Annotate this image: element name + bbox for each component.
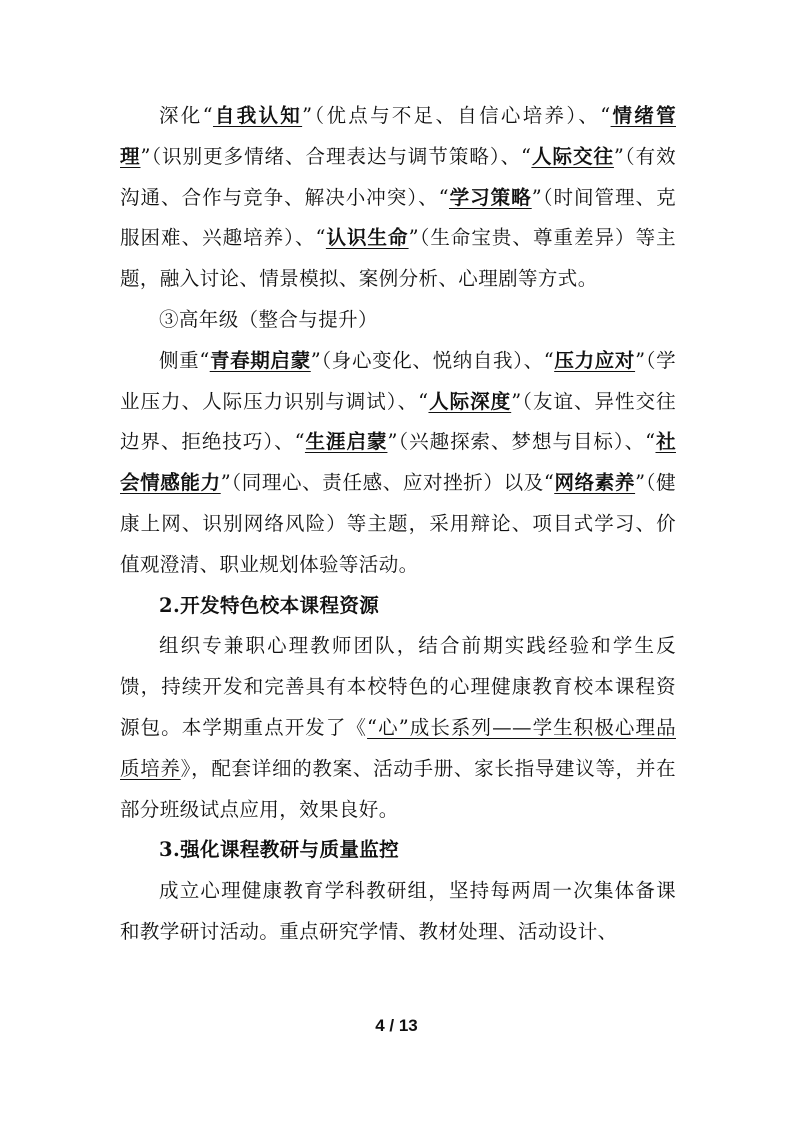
course-title: “心”成长系列——学生积极心理品质培养 bbox=[120, 715, 676, 780]
topic-keyword: 认识生命 bbox=[325, 226, 409, 250]
text-run: ”（时间管理、克服困难、兴趣培养）、“ bbox=[120, 185, 676, 250]
page-content bbox=[120, 96, 676, 953]
paragraph-middle-grade-topics bbox=[120, 96, 676, 300]
paragraph-senior-grade-topics bbox=[120, 341, 676, 586]
text-run: ”（同理心、责任感、应对挫折）以及“ bbox=[220, 471, 555, 495]
paragraph-school-curriculum bbox=[120, 626, 676, 830]
text-run: ”（有效沟通、合作与竞争、解决小冲突）、“ bbox=[120, 144, 676, 209]
page-number: 4 / 13 bbox=[375, 1016, 418, 1035]
topic-keyword: 人际深度 bbox=[428, 389, 512, 413]
topic-keyword: 人际交往 bbox=[531, 144, 614, 168]
heading-senior-grade: ③高年级（整合与提升） bbox=[159, 307, 378, 331]
text-run: 》，配套详细的教案、活动手册、家长指导建议等，并在部分班级试点应用，效果良好。 bbox=[120, 756, 676, 821]
topic-keyword: 社会情感能力 bbox=[120, 430, 676, 495]
text-run: ”（健康上网、识别网络风险）等主题，采用辩论、项目式学习、价值观澄清、职业规划体验等活动。 bbox=[120, 471, 676, 576]
text-run: ”（友谊、异性交往边界、拒绝技巧）、“ bbox=[120, 389, 676, 454]
topic-keyword: 自我认知 bbox=[212, 104, 303, 127]
text-run: ”（学业压力、人际压力识别与调试）、“ bbox=[120, 348, 676, 413]
text-run: ”（识别更多情绪、合理表达与调节策略）、“ bbox=[140, 144, 532, 168]
heading-teaching-research: 3.强化课程教研与质量监控 bbox=[159, 838, 400, 862]
text-run: ”（生命宝贵、尊重差异）等主题，融入讨论、情景模拟、案例分析、心理剧等方式。 bbox=[120, 226, 676, 291]
heading-school-curriculum: 2.开发特色校本课程资源 bbox=[159, 593, 380, 617]
text-run: 成立心理健康教育学科教研组，坚持每两周一次集体备课和教学研讨活动。重点研究学情、教材处理、活动设计、 bbox=[120, 879, 676, 943]
topic-keyword: 网络素养 bbox=[554, 471, 636, 495]
topic-keyword: 学习策略 bbox=[448, 185, 532, 209]
text-run: 侧重“ bbox=[159, 348, 210, 372]
text-run: 组织专兼职心理教师团队，结合前期实践经验和学生反馈，持续开发和完善具有本校特色的心理健康教育校本课程资源包。本学期重点开发了《 bbox=[120, 634, 676, 739]
paragraph-teaching-research bbox=[120, 871, 676, 953]
text-run: 深化“ bbox=[159, 104, 213, 127]
topic-keyword: 压力应对 bbox=[554, 348, 636, 372]
text-run: ”（兴趣探索、梦想与目标）、“ bbox=[387, 430, 656, 454]
text-run: ”（身心变化、悦纳自我）、“ bbox=[310, 348, 555, 372]
topic-keyword: 情绪管理 bbox=[120, 104, 676, 168]
topic-keyword: 生涯启蒙 bbox=[304, 430, 388, 454]
topic-keyword: 青春期启蒙 bbox=[209, 348, 311, 372]
text-run: ”（优点与不足、自信心培养）、“ bbox=[302, 104, 611, 127]
